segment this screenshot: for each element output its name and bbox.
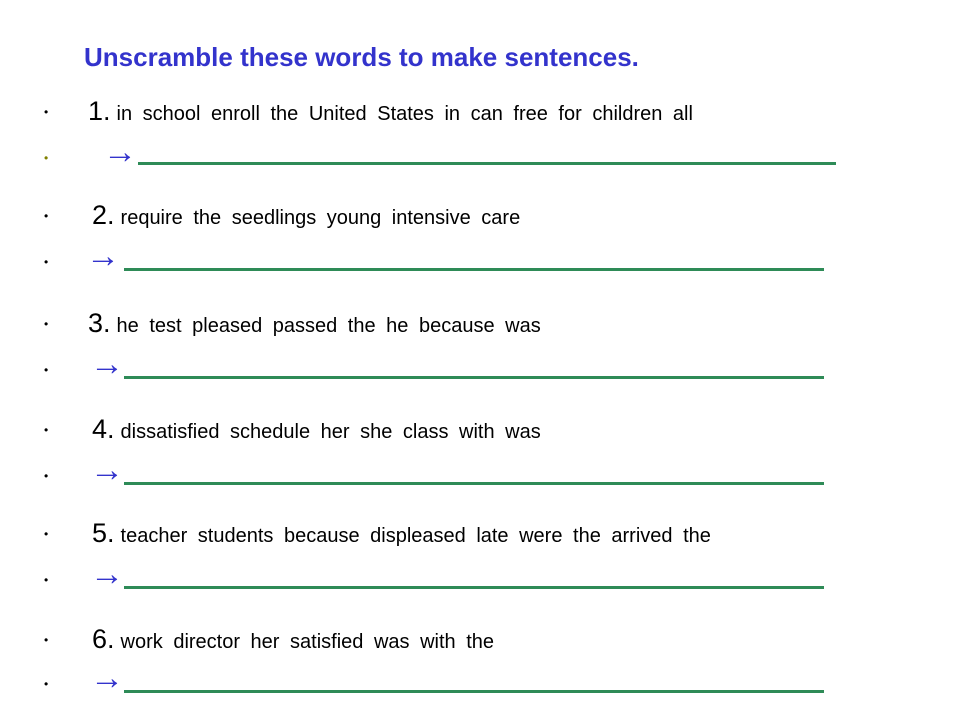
answer-row-2 [0,237,960,284]
bullet-icon: • [44,527,49,541]
bullet-icon: • [44,633,49,647]
answer-line[interactable] [138,162,836,165]
question-number: 1. [88,96,111,126]
scrambled-words: dissatisfied schedule her she class with was [120,421,541,443]
worksheet-title: Unscramble these words to make sentences. [84,42,639,72]
question-text [92,414,541,454]
question-row-3 [0,308,960,348]
arrow-icon: → [90,659,124,697]
bullet-icon: • [44,255,49,269]
bullet-icon: • [44,677,49,691]
bullet-icon: • [44,317,49,331]
question-number: 4. [92,414,115,444]
question-row-4 [0,414,960,454]
bullet-icon: • [44,573,49,587]
question-text [88,96,693,136]
question-number: 5. [92,518,115,548]
scrambled-words: require the seedlings young intensive care [120,207,521,229]
answer-row-3 [0,345,960,392]
answer-line[interactable] [124,376,824,379]
question-row-2 [0,200,960,240]
arrow-icon: → [90,451,124,489]
bullet-icon: • [44,469,49,483]
scrambled-words: he test pleased passed the he because was [116,315,541,337]
bullet-icon: • [44,363,49,377]
scrambled-words: in school enroll the United States in can free for children all [116,103,693,125]
answer-row-6 [0,659,960,706]
scrambled-words: work director her satisfied was with the [120,631,494,653]
question-number: 2. [92,200,115,230]
question-row-1 [0,96,960,136]
bullet-icon: • [44,209,49,223]
answer-line[interactable] [124,690,824,693]
question-text [92,518,711,558]
question-text [92,624,494,664]
answer-line[interactable] [124,268,824,271]
question-text [88,308,541,348]
question-number: 3. [88,308,111,338]
question-row-5 [0,518,960,558]
bullet-icon: • [44,105,49,119]
scrambled-words: teacher students because displeased late were the arrived the [120,525,711,547]
arrow-icon: → [90,345,124,383]
arrow-icon: → [90,555,124,593]
answer-row-4 [0,451,960,498]
answer-row-5 [0,555,960,602]
arrow-icon: → [103,133,137,171]
question-text [92,200,520,240]
answer-line[interactable] [124,482,824,485]
bullet-icon: • [44,423,49,437]
answer-line[interactable] [124,586,824,589]
arrow-icon: → [86,237,120,275]
question-row-6 [0,624,960,664]
answer-row-1 [0,133,960,180]
question-number: 6. [92,624,115,654]
bullet-icon: • [44,151,49,165]
